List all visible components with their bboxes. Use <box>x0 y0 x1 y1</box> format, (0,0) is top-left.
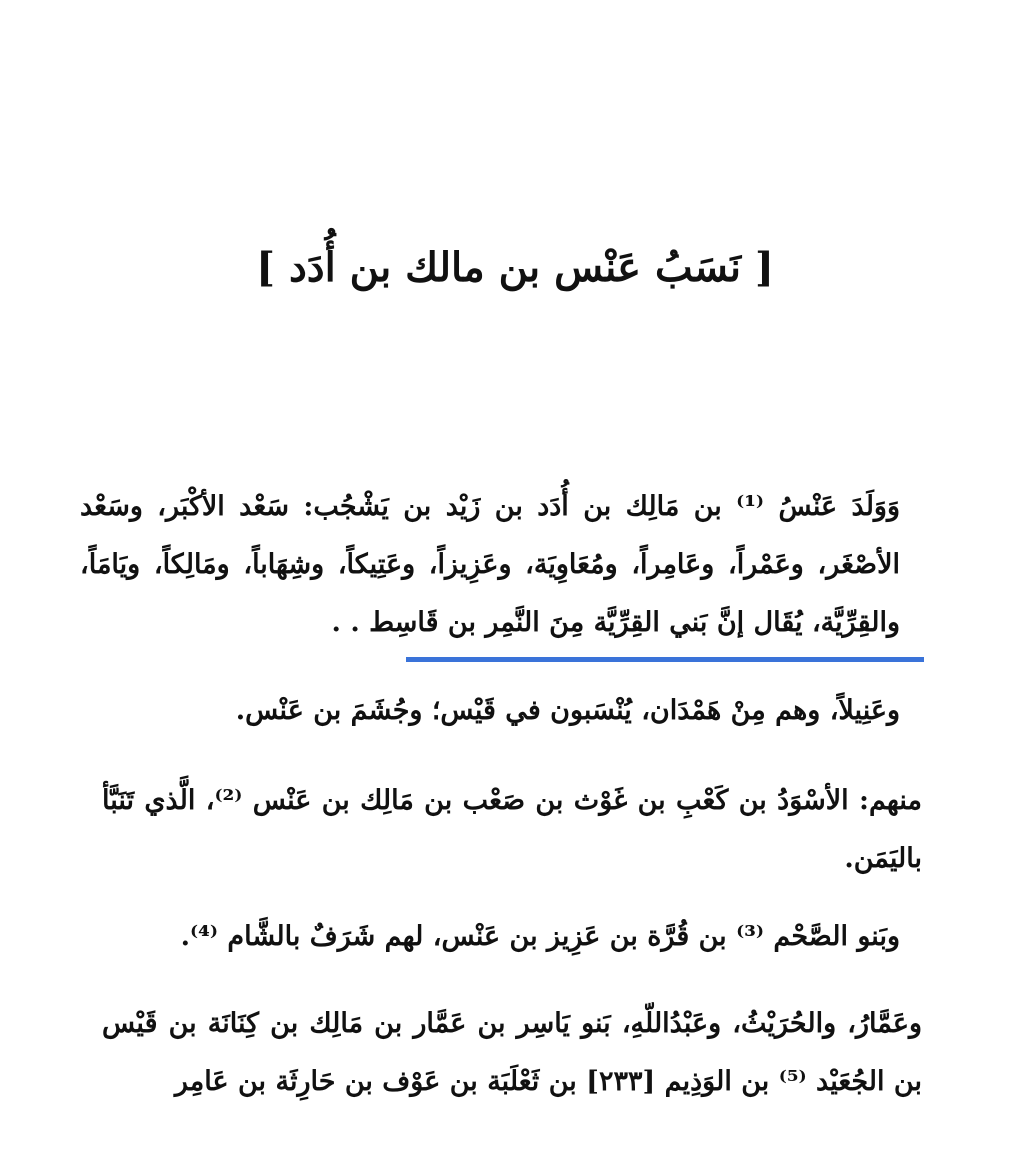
paragraph-5: وعَمَّارُ، والحُرَيْثُ، وعَبْدُاللّهِ، بَنو يَاسِر بن عَمَّار بن مَالِك بن كِنَانَة بن قَيْس بن الجُعَيْد ⁽⁵⁾ بن الوَذِيم [٢٣٣] بن ثَعْلَبَة بن عَوْف بن حَارِثَة بن عَامِر <box>102 1008 922 1097</box>
paragraph-1: وَوَلَدَ عَنْسُ ⁽¹⁾ بن مَالِك بن أُدَد بن زَيْد بن يَشْجُب: سَعْد الأكْبَر، وسَعْد الأصْغَر، وعَمْراً، وعَامِراً، ومُعَاوِيَة، وعَزِيزاً، وعَتِيكاً، وشِهَاباً، ومَالِكاً، ويَامَاً، والقِرِّيَّة، يُقَال إنَّ بَني القِرِّيَّة مِنَ النَّمِر بن قَاسِط . . <box>80 491 901 638</box>
paragraph-2: وعَنِيلاً، وهم مِنْ هَمْدَان، يُنْسَبون في قَيْس؛ وجُشَمَ بن عَنْس. <box>235 695 900 726</box>
paragraph-4: وبَنو الصَّحْم ⁽³⁾ بن قُرَّة بن عَزِيز بن عَنْس، لهم شَرَفٌ بالشَّام ⁽⁴⁾. <box>180 921 900 952</box>
paragraph-3: منهم: الأسْوَدُ بن كَعْبِ بن غَوْث بن صَعْب بن مَالِك بن عَنْس ⁽²⁾، الَّذي تَنَبَّأ باليَمَن. <box>102 785 922 874</box>
highlight-underline <box>406 657 924 662</box>
page-title: [ نَسَبُ عَنْس بن مالك بن أُدَد ] <box>256 244 774 291</box>
